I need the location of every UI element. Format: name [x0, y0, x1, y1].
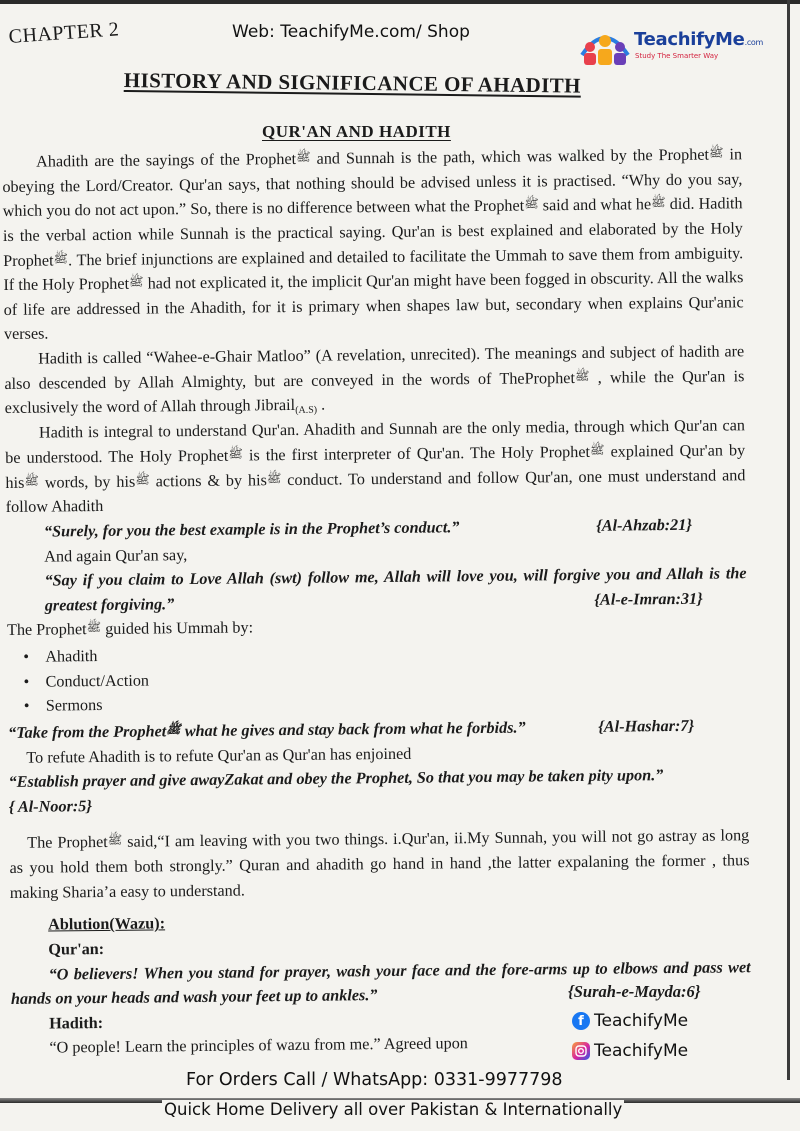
quote-surah-mayda: “O believers! When you stand for prayer, wash your face and the fore-arms up to elbows and pass wet hands on your heads and wash your feet up to ankles.” — [10, 957, 751, 1009]
website-url[interactable]: Web: TeachifyMe.com/ Shop — [232, 22, 470, 42]
again-line: And again Qur'an say, — [44, 545, 188, 566]
delivery-banner: Quick Home Delivery all over Pakistan & Internationally — [164, 1100, 623, 1119]
instagram-link[interactable]: TeachifyMe — [572, 1041, 688, 1061]
ref-al-e-imran: {Al-e-Imran:31} — [594, 589, 703, 609]
hadith-label: Hadith: — [49, 1013, 104, 1033]
quote-al-hashar: “Take from the Prophetﷺ what he gives and stay back from what he forbids.” {Al-Hashar:7} — [8, 713, 748, 745]
paragraph-quran-and-hadith: Ahadith are the sayings of the Prophetﷺ and Sunnah is the path, which was walked by the Prophetﷺ in obeying the Lord/Creator. Qur'an says, that nothing should be advised unless it is practised. “Why do you say, which you do not act upon.” So, there is no difference between what the Prophetﷺ said and what heﷺ did. Hadith is the verbal action while Sunnah is the practical saying. Qur'an is best explained and elaborated by the Holy Prophetﷺ. The brief injunctions are explained and detailed to facilitate the Ummah to save them from ambiguity. If the Holy Prophetﷺ had not explicated it, the implicit Qur'an might have been fogged in obscurity. All the walks of life are addressed in the Ahadith, for it is primary when shapes law but, secondary when explains Qur'anic verses. — [2, 145, 744, 344]
page-right-border — [787, 0, 790, 1080]
guided-line: The Prophetﷺ guided his Ummah by: — [6, 618, 254, 640]
ref-al-noor: { Al-Noor:5} — [8, 796, 93, 816]
orders-contact[interactable]: For Orders Call / WhatsApp: 0331-9977798 — [186, 1070, 563, 1090]
logo-people-icon — [576, 25, 634, 69]
logo-tagline: Study The Smarter Way — [635, 52, 719, 60]
facebook-icon: f — [572, 1012, 590, 1030]
paragraph-two-things: The Prophetﷺ said,“I am leaving with you two things. i.Qur'an, ii.My Sunnah, you will not go astray as long as you hold them both strongly.” Quran and ahadith go hand in hand ,the latter expalaning the former , thus making Sharia’a easy to understand. — [9, 826, 750, 902]
teachifyme-logo[interactable] — [576, 25, 764, 71]
ref-surah-mayda: {Surah-e-Mayda:6} — [568, 982, 701, 1001]
list-item: • Ahadith — [45, 637, 747, 669]
chapter-label: CHAPTER 2 — [8, 18, 120, 48]
pbuh-glyph: ﷺ — [295, 149, 311, 164]
ablution-heading: Ablution(Wazu): — [48, 914, 166, 934]
page-title: HISTORY AND SIGNIFICANCE OF AHADITH — [123, 68, 582, 98]
logo-brand: TeachifyMe.com — [634, 29, 764, 50]
section-title: QUR'AN AND HADITH — [262, 122, 451, 141]
paragraph-wahee: Hadith is called “Wahee-e-Ghair Matloo” (A revelation, unrecited). The meanings and subject of hadith are also descended by Allah Almighty, but are conveyed in the words of TheProphetﷺ , while the Qur'an is exclusively the word of Allah through Jibrail$_{(A.S)}$ . — [4, 342, 745, 418]
list-item: • Conduct/Action — [45, 662, 747, 694]
ref-al-ahzab: {Al-Ahzab:21} — [596, 515, 693, 535]
quote-al-ahzab: “Surely, for you the best example is in the Prophet’s conduct.” {Al-Ahzab:21} — [6, 512, 746, 544]
facebook-link[interactable]: f TeachifyMe — [572, 1011, 688, 1031]
quote-al-noor: “Establish prayer and give awayZakat and obey the Prophet, So that you may be taken pity upon.” — [8, 766, 664, 792]
quran-label: Qur'an: — [48, 939, 105, 959]
hadith-wazu-text: “O people! Learn the principles of wazu from me.” Agreed upon — [49, 1034, 468, 1057]
refute-line: To refute Ahadith is to refute Qur'an as Qur'an has enjoined — [26, 744, 412, 767]
page-top-border — [0, 0, 800, 4]
guidance-list — [7, 637, 748, 719]
ref-al-hashar: {Al-Hashar:7} — [598, 716, 695, 736]
paragraph-integral: Hadith is integral to understand Qur'an. Ahadith and Sunnah are the only media, through which Qur'an can be understood. The Holy Prophetﷺ is the first interpreter of Qur'an. The Holy Prophetﷺ explained Qur'an by hisﷺ words, by hisﷺ actions & by hisﷺ conduct. To understand and follow Qur'an, one must understand and follow Ahadith — [5, 416, 746, 517]
quote-al-e-imran: “Say if you claim to Love Allah (swt) follow me, Allah will love you, will forgive you and Allah is the greatest forgiving.” {Al-e-Imran:31} — [44, 564, 747, 615]
body-content — [2, 142, 751, 1061]
list-item: • Sermons — [46, 687, 748, 719]
instagram-icon — [572, 1042, 590, 1060]
